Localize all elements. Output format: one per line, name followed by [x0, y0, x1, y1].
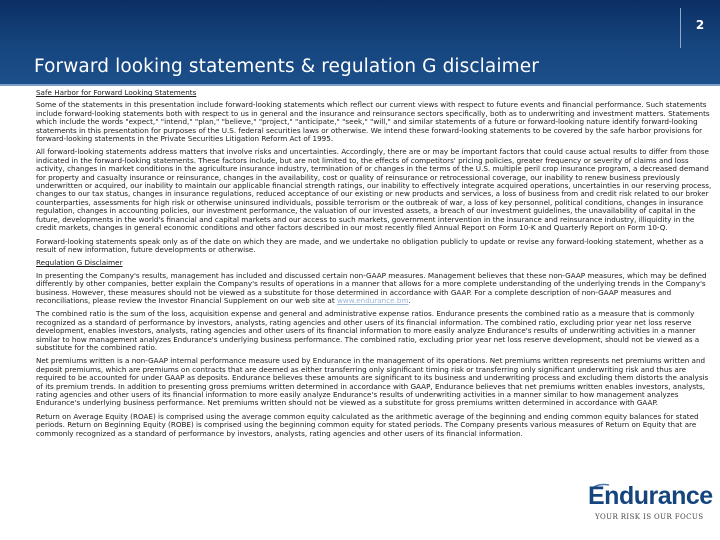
- page-number-divider: [680, 8, 681, 48]
- reg-g-paragraph-1: [36, 272, 714, 306]
- safe-harbor-paragraph-1: Some of the statements in this presentation include forward-looking statements which reflect our current views with respect to future events and financial performance. Such statements include forward-looking statements both with respect to us in general and the insurance and reinsurance sectors specifically, both as to underwriting and investment matters. Statements which include the words "expect," "intend," "plan," "believe," "project," "anticipate," "seek," "will," and similar statements of a future or forward-looking nature identify forward-looking statements in this presentation for purposes of the U.S. federal securities laws or otherwise. We intend these forward-looking statements to be covered by the safe harbor provisions for forward-looking statements in the Private Securities Litigation Reform Act of 1995.: [36, 100, 710, 144]
- safe-harbor-paragraph-2: All forward-looking statements address matters that involve risks and uncertainties. Accordingly, there are or may be important factors that could cause actual results to differ from those indicated in the forward-looking statements. These factors include, but are not limited to, the effects of competitors' pricing policies, greater frequency or severity of claims and loss activity, changes in market conditions in the agriculture insurance industry, termination of or changes in the terms of the U.S. multiple peril crop insurance program, a decreased demand for property and casualty insurance or reinsurance, changes in the availability, cost or quality of reinsurance or retrocessional coverage, our inability to renew business previously underwritten or acquired, our inability to maintain our applicable financial strength ratings, our inability to effectively integrate acquired operations, uncertainties in our reserving process, changes to our tax status, changes in insurance regulations, reduced acceptance of our existing or new products and services, a loss of business from and credit risk related to our broker counterparties, assessments for high risk or otherwise uninsured individuals, possible terrorism or the outbreak of war, a loss of key personnel, political conditions, changes in insurance regulation, changes in accounting policies, our investment performance, the valuation of our invested assets, a breach of our investment guidelines, the unavailability of capital in the future, developments in the world's financial and capital markets and our access to such markets, government intervention in the insurance and reinsurance industry, illiquidity in the credit markets, changes in general economic conditions and other factors described in our most recently filed Annual Report on Form 10-K and Quarterly Report on Form 10-Q.: [36, 147, 712, 233]
- website-link[interactable]: www.endurance.bm: [336, 295, 409, 305]
- reg-g-paragraph-3: Net premiums written is a non-GAAP internal performance measure used by Endurance in the management of its operations. Net premiums written represents net premiums written and deposit premiums, which are premiums on contracts that are deemed as either transferring only significant timing risk or transferring only significant underwriting risk and thus are required to be accounted for under GAAP as deposits. Endurance believes these amounts are significant to its business and underwriting process and excluding them distorts the analysis of its premium trends. In addition to presenting gross premiums written determined in accordance with GAAP, Endurance believes that net premiums written enables investors, analysts, rating agencies and other users of its financial information to more easily analyze Endurance's results of underwriting activities in a manner similar to how management analyzes Endurance's underlying business performance. Net premiums written should not be viewed as a substitute for gross premiums written determined in accordance with GAAP.: [36, 356, 709, 408]
- reg-g-heading: Regulation G Disclaimer: [36, 258, 123, 268]
- safe-harbor-heading: Safe Harbor for Forward Looking Statements: [36, 88, 197, 97]
- safe-harbor-paragraph-3: Forward-looking statements speak only as of the date on which they are made, and we undertake no obligation publicly to update or revise any forward-looking statement, whether as a result of new information, future developments or otherwise.: [36, 236, 704, 254]
- page-number: 2: [695, 18, 705, 32]
- endurance-logo: [588, 482, 713, 524]
- header-accent-line: [0, 84, 720, 86]
- logo-tagline: YOUR RISK IS OUR FOCUS: [595, 513, 704, 521]
- slide-body: [36, 89, 714, 443]
- reg-g-paragraph-1-text: In presenting the Company's results, management has included and discussed certain non-GAAP measures. Management believes that these non-GAAP measures, which may be defined differently by other companies, better explain the Company's results of operations in a manner that allows for a more complete understanding of the underlying trends in the Company's business. However, these measures should not be viewed as a substitute for those determined in accordance with GAAP. For a complete description of non-GAAP measures and reconciliations, please review the Investor Financial Supplement on our web site at: [36, 270, 707, 305]
- page-title: Forward looking statements & regulation G disclaimer: [34, 56, 539, 77]
- reg-g-paragraph-2: The combined ratio is the sum of the loss, acquisition expense and general and administrative expense ratios. Endurance presents the combined ratio as a measure that is commonly recognized as a standard of performance by investors, analysts, rating agencies and other users of its financial information. The combined ratio, excluding prior year net loss reserve development, enables investors, analysts, rating agencies and other users of its financial information to more easily analyze Endurance's results of underwriting activities in a manner similar to how management analyzes Endurance's underlying business performance. The combined ratio, excluding prior year net loss reserve development, should not be viewed as a substitute for the combined ratio.: [36, 309, 700, 352]
- logo-wordmark: Endurance: [588, 482, 713, 510]
- reg-g-paragraph-1-end: .: [408, 295, 411, 305]
- reg-g-paragraph-4: Return on Average Equity (ROAE) is comprised using the average common equity calculated as the arithmetic average of the beginning and ending common equity balances for stated periods. Return on Beginning Equity (ROBE) is comprised using the beginning common equity for stated periods. The Company presents various measures of Return on Equity that are commonly recognized as a standard of performance by investors, analysts, rating agencies and other users of its financial information.: [36, 411, 699, 438]
